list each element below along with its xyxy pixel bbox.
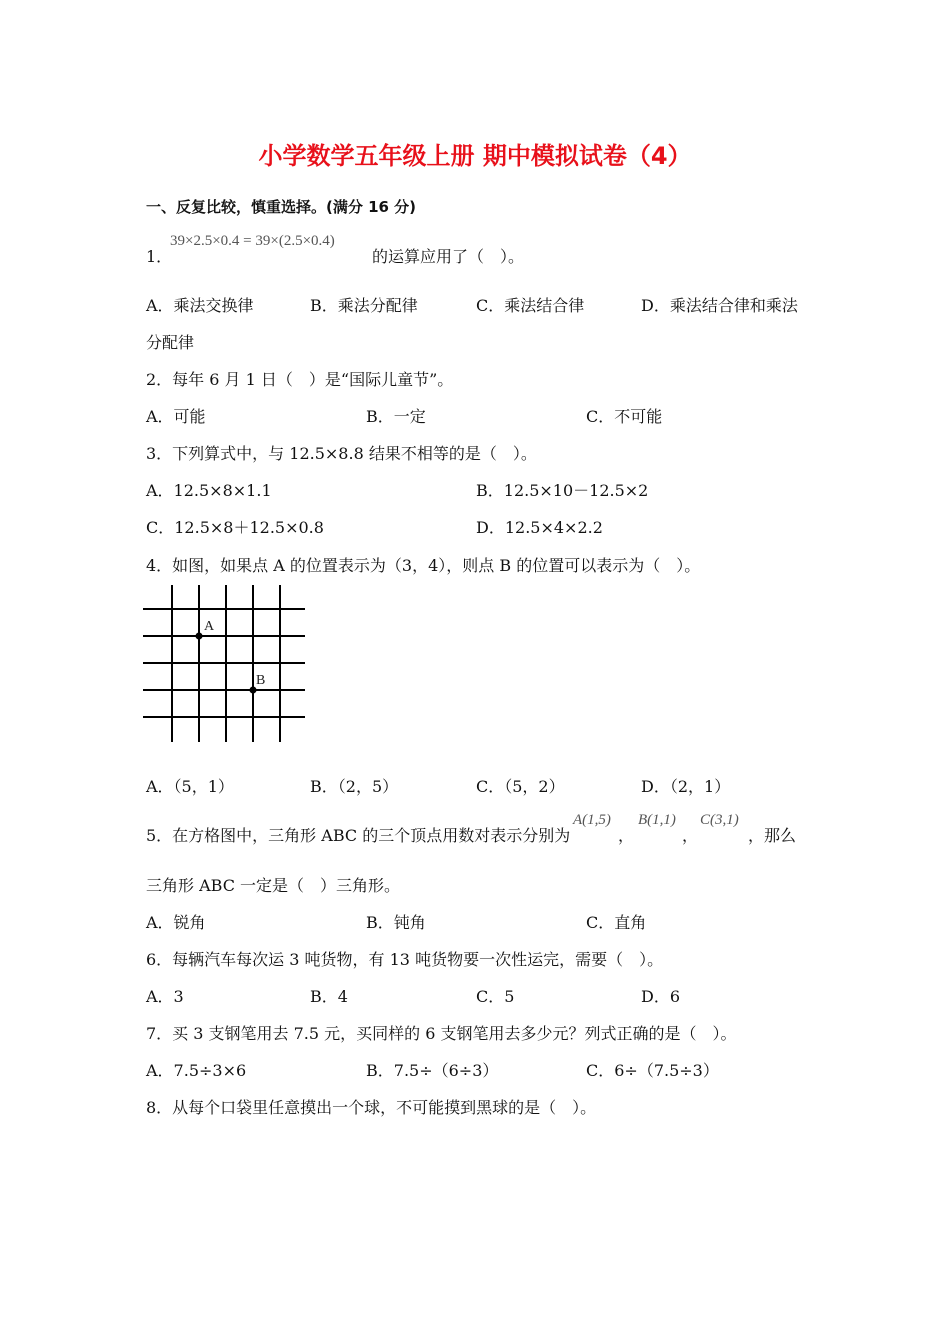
q6-option-a: A．3: [146, 987, 184, 1006]
q6-option-c: C．5: [476, 987, 515, 1006]
q1-option-b: B．乘法分配律: [310, 296, 418, 315]
q1-number: 1．: [146, 247, 173, 266]
q3-option-a: A．12.5×8×1.1: [146, 481, 272, 500]
q5-option-a: A．锐角: [146, 913, 206, 932]
q1-formula: 39×2.5×0.4 = 39×(2.5×0.4): [170, 233, 335, 249]
q4-option-c: C．（5，2）: [476, 777, 565, 796]
q4-option-d: D．（2，1）: [641, 777, 731, 796]
q7-text: 7．买 3 支钢笔用去 7.5 元，买同样的 6 支钢笔用去多少元？列式正确的是（ ）。: [146, 1024, 737, 1043]
q1-text: 的运算应用了（ ）。: [372, 247, 525, 266]
q7-option-c: C．6÷（7.5÷3）: [586, 1061, 719, 1080]
q3-option-b: B．12.5×10－12.5×2: [476, 481, 649, 500]
q6-option-d: D．6: [641, 987, 681, 1006]
q3-option-d: D．12.5×4×2.2: [476, 518, 603, 537]
q2-option-c: C．不可能: [586, 407, 663, 426]
q5-text-line2: 三角形 ABC 一定是（ ）三角形。: [146, 876, 401, 895]
point-b-label: B: [256, 673, 266, 688]
q4-option-a: A．（5，1）: [146, 777, 234, 796]
q4-text: 4．如图，如果点 A 的位置表示为（3，4），则点 B 的位置可以表示为（ ）。: [146, 556, 701, 575]
q5-point-b: B(1,1): [638, 812, 676, 828]
q3-option-c: C．12.5×8＋12.5×0.8: [146, 518, 324, 537]
page-title: 小学数学五年级上册 期中模拟试卷（4）: [258, 142, 692, 170]
q7-option-b: B．7.5÷（6÷3）: [366, 1061, 499, 1080]
q8-text: 8．从每个口袋里任意摸出一个球，不可能摸到黑球的是（ ）。: [146, 1098, 597, 1117]
q2-option-a: A．可能: [146, 407, 206, 426]
q3-text: 3．下列算式中，与 12.5×8.8 结果不相等的是（ ）。: [146, 444, 537, 463]
section-heading: 一、反复比较，慎重选择。(满分 16 分): [146, 198, 417, 216]
point-a-label: A: [204, 619, 215, 634]
q1-option-a: A．乘法交换律: [146, 296, 254, 315]
q4-option-b: B．（2，5）: [310, 777, 399, 796]
q5-separator-2: ，: [682, 826, 699, 845]
q5-point-a: A(1,5): [573, 812, 611, 828]
q1-option-d-wrap: 分配律: [146, 333, 195, 352]
q5-text-tail: ，那么: [748, 826, 797, 845]
q1-option-c: C．乘法结合律: [476, 296, 585, 315]
q5-option-b: B．钝角: [366, 913, 426, 932]
q4-grid-figure: [143, 585, 309, 745]
q1-option-d: D．乘法结合律和乘法: [641, 296, 798, 315]
point-a: [196, 633, 203, 640]
q5-separator-1: ，: [618, 826, 635, 845]
q5-text: 5．在方格图中，三角形 ABC 的三个顶点用数对表示分别为: [146, 826, 571, 845]
q5-point-c: C(3,1): [700, 812, 739, 828]
q6-option-b: B．4: [310, 987, 348, 1006]
q5-option-c: C．直角: [586, 913, 647, 932]
q2-option-b: B．一定: [366, 407, 426, 426]
q7-option-a: A．7.5÷3×6: [146, 1061, 247, 1080]
q2-text: 2．每年 6 月 1 日（ ）是“国际儿童节”。: [146, 370, 454, 389]
q6-text: 6．每辆汽车每次运 3 吨货物，有 13 吨货物要一次性运完，需要（ ）。: [146, 950, 664, 969]
